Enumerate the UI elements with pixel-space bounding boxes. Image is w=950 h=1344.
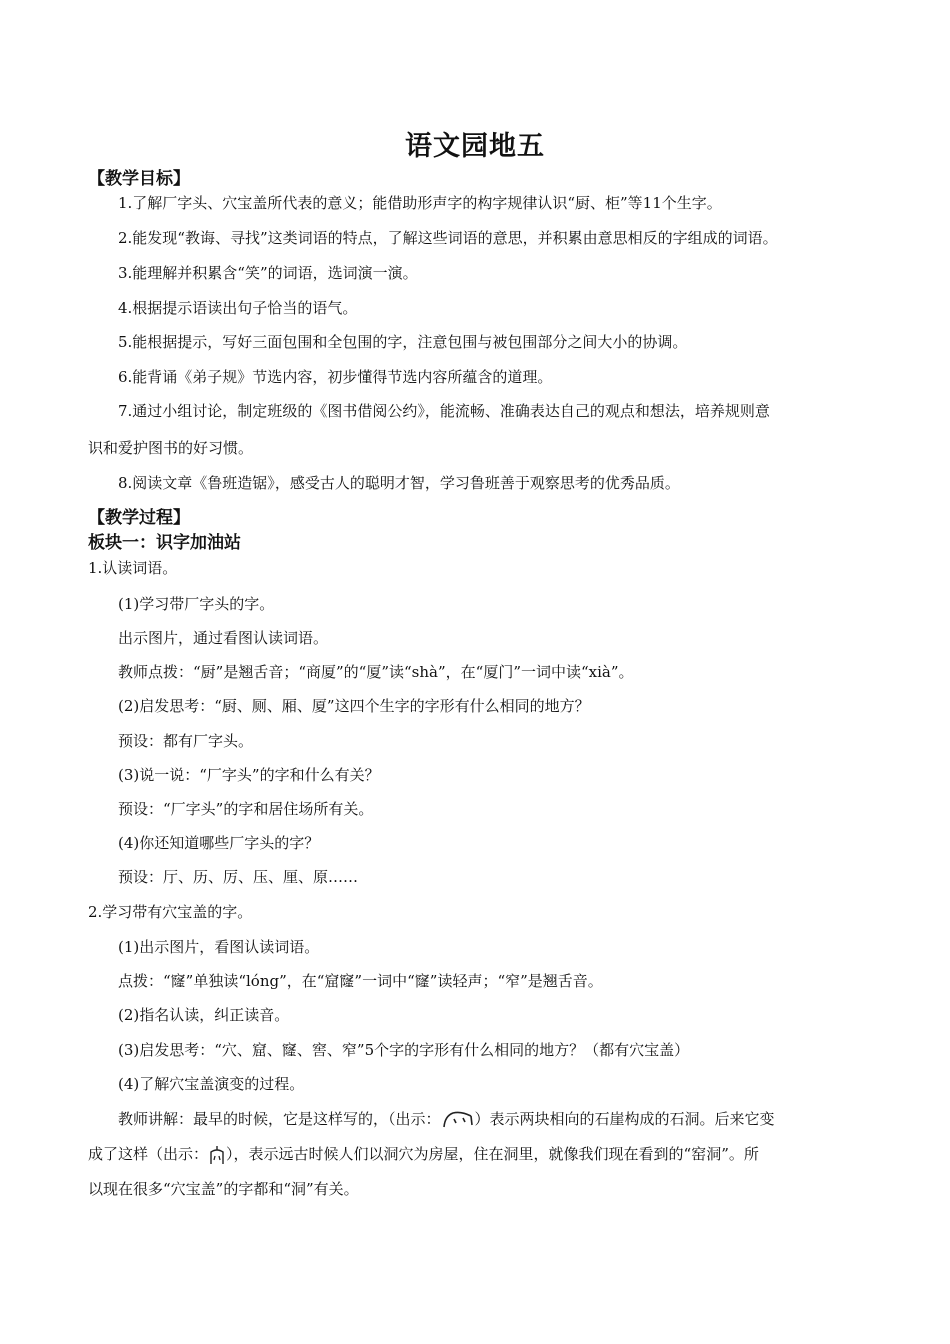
process-line: 预设：厅、历、厉、压、厘、原……: [118, 868, 359, 886]
ancient-cave-glyph-icon: [441, 1110, 475, 1130]
process-line: 预设：都有厂字头。: [118, 732, 254, 750]
process-line: 1.认读词语。: [88, 559, 178, 577]
paragraph-line: [88, 1143, 759, 1165]
process-line: 点拨：“窿”单独读“lóng”，在“窟窿”一词中“窿”读轻声；“窄”是翘舌音。: [118, 972, 603, 990]
paragraph-text: 成了这样（出示：: [88, 1145, 209, 1163]
process-line: (1)学习带厂字头的字。: [118, 595, 275, 613]
paragraph-line: 以现在很多“穴宝盖”的字都和“洞”有关。: [88, 1180, 359, 1198]
objective-item: 2.能发现“教诲、寻找”这类词语的特点，了解这些词语的意思，并积累由意思相反的字组成的词语。: [118, 229, 778, 247]
objective-item: 1.了解厂字头、穴宝盖所代表的意义；能借助形声字的构字规律认识“厨、柜”等11个生字。: [118, 194, 722, 212]
seal-cave-glyph-icon: [208, 1145, 226, 1165]
objective-item: 5.能根据提示，写好三面包围和全包围的字，注意包围与被包围部分之间大小的协调。: [118, 333, 688, 351]
objective-item: 8.阅读文章《鲁班造锯》，感受古人的聪明才智，学习鲁班善于观察思考的优秀品质。: [118, 474, 680, 492]
process-line: (2)启发思考：“厨、厕、厢、厦”这四个生字的字形有什么相同的地方？: [118, 697, 590, 715]
process-line: 2.学习带有穴宝盖的字。: [88, 903, 253, 921]
paragraph-text: ），表示远古时候人们以洞穴为房屋，住在洞里，就像我们现在看到的“窑洞”。所: [226, 1145, 759, 1163]
objective-item: 3.能理解并积累含“笑”的词语，选词演一演。: [118, 264, 418, 282]
objective-item-continued: 识和爱护图书的好习惯。: [88, 439, 254, 457]
paragraph-text: 教师讲解：最早的时候，它是这样写的，（出示：: [118, 1110, 441, 1128]
page-title: 语文园地五: [405, 131, 545, 162]
process-line: (4)了解穴宝盖演变的过程。: [118, 1075, 305, 1093]
process-line: (3)启发思考：“穴、窟、窿、窖、窄”5个字的字形有什么相同的地方？（都有穴宝盖）: [118, 1041, 690, 1059]
process-line: 出示图片，通过看图认读词语。: [118, 629, 329, 647]
process-line: 教师点拨：“厨”是翘舌音；“商厦”的“厦”读“shà”，在“厦门”一词中读“xià”。: [118, 663, 634, 681]
paragraph-line: [118, 1108, 775, 1130]
objectives-heading: 【教学目标】: [88, 169, 190, 189]
process-line: 预设：“厂字头”的字和居住场所有关。: [118, 800, 374, 818]
objective-item: 6.能背诵《弟子规》节选内容，初步懂得节选内容所蕴含的道理。: [118, 368, 553, 386]
process-line: (2)指名认读，纠正读音。: [118, 1006, 290, 1024]
process-heading: 【教学过程】: [88, 508, 190, 528]
process-line: (4)你还知道哪些厂字头的字？: [118, 834, 320, 852]
objective-item: 7.通过小组讨论，制定班级的《图书借阅公约》，能流畅、准确表达自己的观点和想法，培养规则意: [118, 402, 770, 420]
section-title: 板块一：识字加油站: [88, 533, 241, 553]
process-line: (3)说一说：“厂字头”的字和什么有关？: [118, 766, 380, 784]
objective-item: 4.根据提示语读出句子恰当的语气。: [118, 299, 358, 317]
paragraph-text: ）表示两块相向的石崖构成的石洞。后来它变: [474, 1110, 775, 1128]
process-line: (1)出示图片，看图认读词语。: [118, 938, 320, 956]
